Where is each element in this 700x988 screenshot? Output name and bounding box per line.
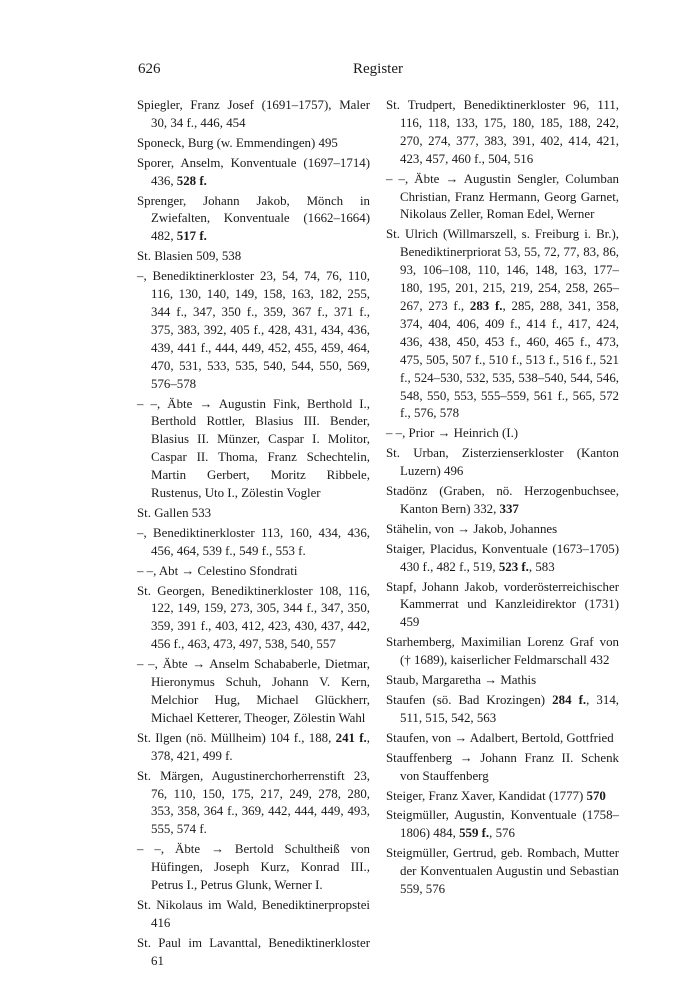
entry-text: St. Gallen 533 [137, 505, 212, 520]
entry-text: , 583 [528, 559, 555, 574]
index-entry [137, 656, 370, 728]
index-entry [137, 730, 370, 766]
bold-page-ref: 528 f. [176, 173, 207, 188]
index-entry [137, 268, 370, 393]
bold-page-ref: 337 [499, 501, 519, 516]
entry-text: Stauffenberg → Johann Franz II. Schenk von Stauffenberg [386, 750, 619, 783]
entry-text: Sporer, Anselm, Konventuale (1697–1714) 436, [137, 155, 370, 188]
index-entry [386, 97, 619, 169]
entry-text: – –, Äbte → Augustin Fink, Berthold I., Berthold Rottler, Blasius III. Bender, Blasius II. Münzer, Caspar I. Molitor, Caspar II. Thoma, Franz Schechtelin, Martin Gerbert, Moritz Ribbele, Rustenus, Uto I., Zölestin Vogler [137, 396, 370, 501]
bold-page-ref: 517 f. [176, 229, 207, 244]
index-entry [137, 841, 370, 895]
index-entry [386, 672, 619, 690]
bold-page-ref: 523 f. [498, 559, 529, 574]
entry-text: Stadönz (Graben, nö. Herzogenbuchsee, Kanton Bern) 332, [386, 484, 619, 516]
entry-text: Staufen (sö. Bad Krozingen) [386, 693, 553, 707]
entry-text: Steigmüller, Augustin, Konventuale (1758–1806) 484, [386, 808, 619, 841]
index-entry [137, 768, 370, 840]
entry-text: Spiegler, Franz Josef (1691–1757), Maler 30, 34 f., 446, 454 [137, 98, 370, 130]
index-entry [386, 579, 619, 633]
index-entry [137, 583, 370, 655]
index-entry [386, 521, 619, 539]
entry-text: , 314, 511, 515, 542, 563 [400, 693, 619, 725]
entry-text: Starhemberg, Maximilian Lorenz Graf von († 1689), kaiserlicher Feldmarschall 432 [386, 635, 619, 668]
entry-text: St. Nikolaus im Wald, Benediktinerpropstei 416 [137, 897, 370, 930]
entry-text: St. Ilgen (nö. Müllheim) 104 f., 188, [137, 730, 336, 745]
index-entry [137, 505, 370, 523]
entry-text: Sprenger, Johann Jakob, Mönch in Zwiefalten, Konventuale (1662–1664) 482, [137, 193, 370, 244]
index-entry [386, 171, 619, 225]
index-entry [386, 730, 619, 748]
index-entry [137, 155, 370, 191]
index-entry [386, 750, 619, 786]
index-entry [386, 788, 619, 806]
entry-text: , 378, 421, 499 f. [151, 730, 370, 763]
index-entry [137, 563, 370, 581]
entry-text: St. Paul im Lavanttal, Benediktinerkloster 61 [137, 935, 370, 968]
index-column-left [137, 97, 370, 973]
bold-page-ref: 570 [586, 788, 606, 803]
index-column-right [386, 97, 619, 901]
index-entry [386, 692, 619, 728]
index-entry [137, 935, 370, 971]
index-entry [386, 445, 619, 481]
entry-text: , 576 [489, 826, 515, 841]
index-entry [386, 845, 619, 899]
entry-text: – –, Äbte → Bertold Schultheiß von Hüfingen, Joseph Kurz, Konrad III., Petrus I., Petrus Glunk, Werner I. [137, 842, 370, 893]
entry-text: St. Trudpert, Benediktinerkloster 96, 111, 116, 118, 133, 175, 180, 185, 188, 242, 270, 274, 377, 383, 391, 402, 414, 421, 423, 457, 460 f., 504, 516 [386, 98, 619, 166]
bold-page-ref: 283 f. [469, 298, 503, 313]
index-entry [386, 425, 619, 443]
bold-page-ref: 241 f. [335, 730, 367, 745]
entry-text: –, Benediktinerkloster 113, 160, 434, 436, 456, 464, 539 f., 549 f., 553 f. [137, 525, 370, 558]
page-header [138, 61, 618, 81]
entry-text: Stapf, Johann Jakob, vorderösterreichischer Kammerrat und Kanzleidirektor (1731) 459 [386, 579, 619, 630]
entry-text: Staiger, Placidus, Konventuale (1673–1705) 430 f., 482 f., 519, [386, 541, 619, 574]
entry-text: St. Märgen, Augustinerchorherrenstift 23, 76, 110, 150, 175, 217, 249, 278, 280, 353, 358, 364 f., 369, 442, 444, 449, 493, 555, 574 f. [137, 768, 370, 837]
bold-page-ref: 284 f. [552, 693, 587, 707]
entry-text: – –, Abt → Celestino Sfondrati [137, 563, 298, 578]
entry-text: St. Urban, Zisterzienserkloster (Kanton Luzern) 496 [386, 446, 619, 479]
entry-text: St. Georgen, Benediktinerkloster 108, 116, 122, 149, 159, 273, 305, 344 f., 347, 350, 359, 391 f., 403, 412, 423, 430, 437, 442, 456 f., 463, 473, 497, 538, 540, 557 [137, 583, 370, 652]
entry-text: , 285, 288, 341, 358, 374, 404, 406, 409 f., 414 f., 417, 424, 436, 438, 450, 453 f., 460, 465 f., 473, 475, 505, 507 f., 510 f., 513 f., 516 f., 521 f., 524–530, 532, 535, 538–540, 544, 546, 548, 550, 553, 555–559, 561 f., 565, 572 f., 576, 578 [400, 298, 619, 421]
index-entry [386, 226, 619, 423]
index-entry [137, 525, 370, 561]
entry-text: Sponeck, Burg (w. Emmendingen) 495 [137, 135, 338, 150]
entry-text: St. Ulrich (Willmarszell, s. Freiburg i. Br.), Benediktinerpriorat 53, 55, 72, 77, 83, 86, 93, 106–108, 110, 146, 148, 163, 177–180, 195, 201, 215, 219, 254, 258, 265–267, 273 f., [386, 227, 619, 313]
index-entry [137, 97, 370, 133]
entry-text: – –, Äbte → Augustin Sengler, Columban Christian, Franz Hermann, Georg Garnet, Nikolaus Zeller, Roman Edel, Werner [386, 171, 619, 222]
index-entry [137, 396, 370, 503]
entry-text: –, Benediktinerkloster 23, 54, 74, 76, 110, 116, 130, 140, 149, 158, 163, 182, 255, 344 f., 347, 350 f., 359, 367 f., 371 f., 375, 383, 392, 405 f., 428, 431, 434, 436, 439, 441 f., 444, 449, 452, 455, 459, 464, 470, 531, 533, 535, 540, 544, 550, 569, 576–578 [137, 269, 370, 391]
index-entry [386, 634, 619, 670]
entry-text: St. Blasien 509, 538 [137, 249, 242, 264]
index-entry [137, 135, 370, 153]
entry-text: Staub, Margaretha → Mathis [386, 673, 537, 688]
index-entry [137, 248, 370, 266]
entry-text: Steiger, Franz Xaver, Kandidat (1777) [386, 788, 587, 803]
entry-text: Stähelin, von → Jakob, Johannes [386, 521, 558, 536]
page-number: 626 [138, 61, 161, 77]
index-entry [137, 897, 370, 933]
index-entry [386, 807, 619, 843]
entry-text: Steigmüller, Gertrud, geb. Rombach, Mutter der Konventualen Augustin und Sebastian 559, 576 [386, 846, 619, 897]
index-entry [137, 193, 370, 247]
entry-text: – –, Äbte → Anselm Schababerle, Dietmar, Hieronymus Schuh, Johann V. Kern, Melchior Hug, Michael Glückherr, Michael Ketterer, Theoger, Zölestin Wahl [137, 657, 370, 725]
bold-page-ref: 559 f. [459, 826, 490, 841]
running-head: Register [353, 61, 403, 77]
index-entry [386, 541, 619, 577]
entry-text: – –, Prior → Heinrich (I.) [386, 426, 519, 441]
index-entry [386, 483, 619, 519]
entry-text: Staufen, von → Adalbert, Bertold, Gottfried [386, 730, 614, 745]
